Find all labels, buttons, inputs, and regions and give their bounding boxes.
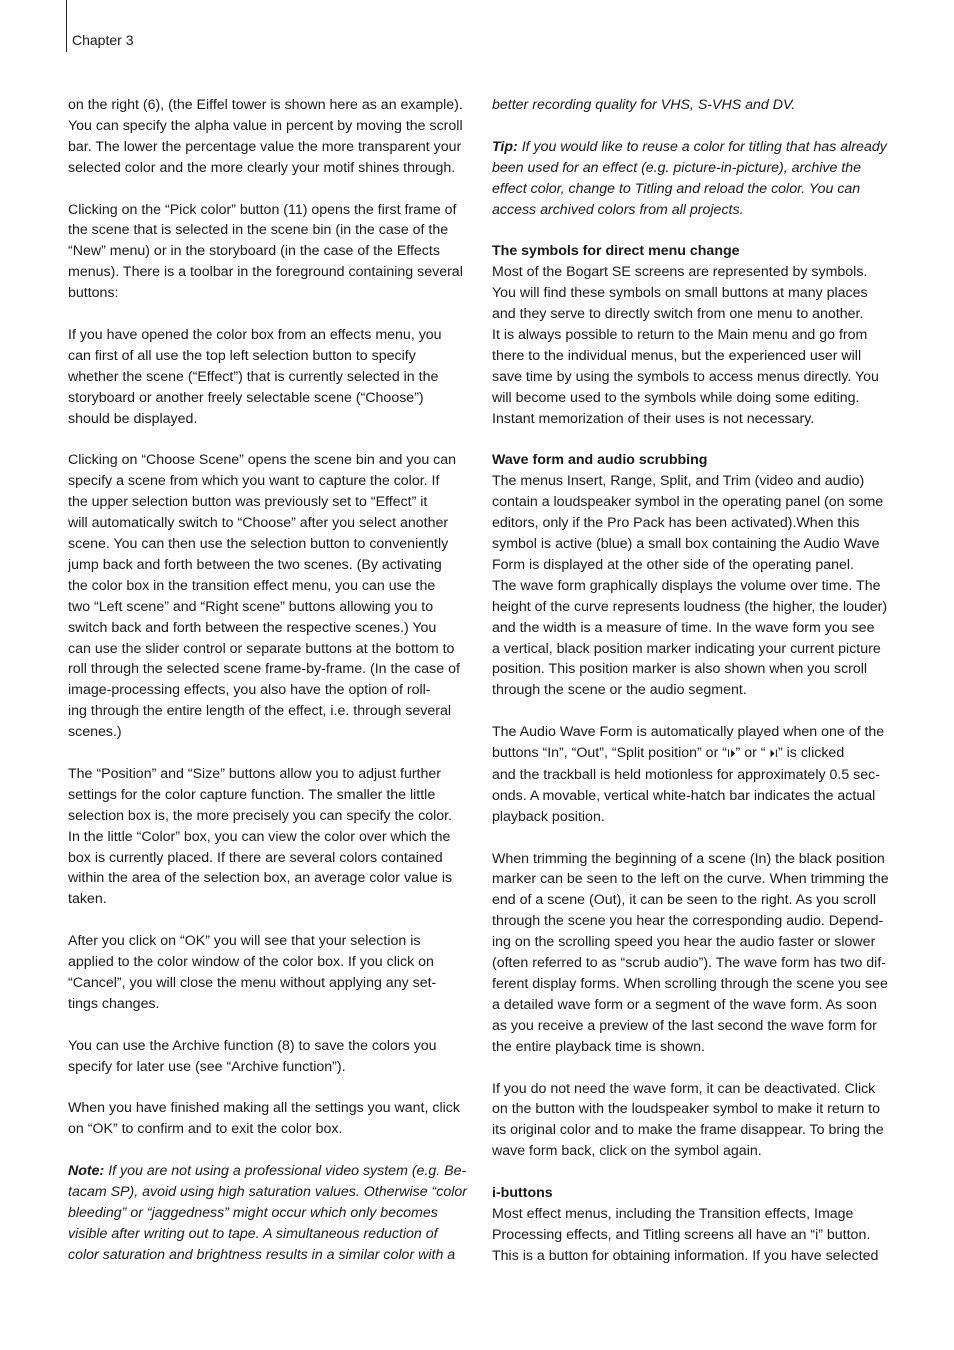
text-line: [492, 743, 902, 765]
paragraph-archive: [68, 1036, 476, 1078]
text-line: jump back and forth between the two scenes. (By activating: [68, 556, 442, 573]
text-line: specify a scene from which you want to capture the color. If: [68, 473, 440, 490]
text-line: can use the slider control or separate buttons at the bottom to: [68, 640, 455, 657]
step-forward-icon: I⏵: [726, 748, 736, 761]
text-fragment: ” is clicked: [777, 745, 845, 762]
wave-heading: Wave form and audio scrubbing: [492, 452, 708, 469]
text-line: can first of all use the top left selection button to specify: [68, 347, 416, 364]
text-line: there to the individual menus, but the experienced user will: [492, 347, 862, 364]
text-line: on “OK” to confirm and to exit the color box.: [68, 1121, 343, 1138]
text-line: You will find these symbols on small buttons at many places: [492, 285, 868, 302]
text-line: box is currently placed. If there are several colors contained: [68, 849, 443, 866]
page-header: [0, 30, 140, 50]
tip-label: Tip:: [492, 138, 518, 155]
note-label: Note:: [68, 1163, 105, 1180]
text-line: editors, only if the Pro Pack has been activated).When this: [492, 515, 860, 532]
text-line: end of a scene (Out), it can be seen to the right. As you scroll: [492, 892, 877, 909]
text-line: contain a loudspeaker symbol in the operating panel (on some: [492, 494, 884, 511]
text-line: through the scene you hear the corresponding audio. Depend-: [492, 913, 884, 930]
text-line: the entire playback time is shown.: [492, 1038, 705, 1055]
ibuttons-heading: i-buttons: [492, 1185, 553, 1202]
text-line: wave form back, click on the symbol again.: [492, 1143, 762, 1160]
text-line: When you have finished making all the settings you want, click: [68, 1100, 460, 1117]
chapter-label: Chapter 3: [72, 32, 134, 48]
paragraph-position-size: [68, 764, 476, 910]
text-fragment: buttons “In”, “Out”, “Split position” or “: [492, 745, 727, 762]
text-line: “New” menu) or in the storyboard (in the case of the Effects: [68, 243, 440, 260]
section-symbols: [492, 241, 902, 429]
text-line: selected color and the more clearly your motif shines through.: [68, 159, 456, 176]
paragraph-effects-menu: [68, 325, 476, 430]
step-end-icon: ⏵I: [769, 748, 778, 761]
paragraph-choose-scene: [68, 450, 476, 743]
text-line: Processing effects, and Titling screens all have an “i” button.: [492, 1226, 871, 1243]
text-line: selection box is, the more precisely you can specify the color.: [68, 807, 453, 824]
section-wave-form: [492, 450, 902, 701]
text-line: [68, 1161, 476, 1182]
text-line: applied to the color window of the color box. If you click on: [68, 954, 434, 971]
text-line: whether the scene (“Effect”) that is currently selected in the: [68, 368, 439, 385]
text-line: will automatically switch to “Choose” after you select another: [68, 515, 449, 532]
text-line: After you click on “OK” you will see that your selection is: [68, 933, 421, 950]
text-line: The menus Insert, Range, Split, and Trim (video and audio): [492, 473, 865, 490]
text-fragment: ” or “: [735, 745, 770, 762]
text-line: as you receive a preview of the last second the wave form for: [492, 1017, 877, 1034]
text-line: storyboard or another freely selectable scene (“Choose”): [68, 389, 424, 406]
text-line: two “Left scene” and “Right scene” buttons allowing you to: [68, 598, 434, 615]
left-column: [68, 95, 476, 1266]
text-line: access archived colors from all projects.: [492, 201, 744, 218]
text-line: should be displayed.: [68, 410, 198, 427]
text-line: through the scene or the audio segment.: [492, 682, 747, 699]
text-line: You can specify the alpha value in percent by moving the scroll: [68, 117, 463, 134]
text-line: Most effect menus, including the Transition effects, Image: [492, 1205, 854, 1222]
text-line: scene. You can then use the selection button to conveniently: [68, 535, 449, 552]
text-line: Clicking on “Choose Scene” opens the scene bin and you can: [68, 452, 457, 469]
text-line: Clicking on the “Pick color” button (11) opens the first frame of: [68, 201, 457, 218]
text-line: The wave form graphically displays the volume over time. The: [492, 577, 881, 594]
text-line: playback position.: [492, 808, 605, 825]
text-line: image-processing effects, you also have the option of roll-: [68, 682, 431, 699]
text-line: [492, 137, 902, 158]
text-line: (often referred to as “scrub audio”). The wave form has two dif-: [492, 955, 887, 972]
section-i-buttons: [492, 1183, 902, 1267]
text-line: ing on the scrolling speed you hear the audio faster or slower: [492, 934, 876, 951]
text-line: on the button with the loudspeaker symbol to make it return to: [492, 1101, 881, 1118]
paragraph-alpha: [68, 95, 476, 179]
text-line: scenes.): [68, 724, 122, 741]
text-line: onds. A movable, vertical white-hatch bar indicates the actual: [492, 787, 876, 804]
text-line: It is always possible to return to the Main menu and go from: [492, 326, 868, 343]
text-line: In the little “Color” box, you can view the color over which the: [68, 828, 451, 845]
text-line: visible after writing out to tape. A simultaneous reduction of: [68, 1225, 438, 1242]
text-line: and the trackball is held motionless for approximately 0.5 sec-: [492, 766, 880, 783]
tip-paragraph: [492, 137, 902, 221]
text-line: bleeding” or “jaggedness” might occur which only becomes: [68, 1204, 438, 1221]
text-line: and they serve to directly switch from one menu to another.: [492, 306, 864, 323]
paragraph-audio-playback: [492, 722, 902, 828]
text-line: You can use the Archive function (8) to save the colors you: [68, 1037, 437, 1054]
text-line: its original color and to make the frame disappear. To bring the: [492, 1122, 884, 1139]
text-line: menus). There is a toolbar in the foreground containing several: [68, 264, 463, 281]
text-line: symbol is active (blue) a small box containing the Audio Wave: [492, 535, 880, 552]
text-line: Instant memorization of their uses is not necessary.: [492, 410, 815, 427]
text-line: tings changes.: [68, 995, 160, 1012]
text-line: been used for an effect (e.g. picture-in-picture), archive the: [492, 159, 862, 176]
text-line: within the area of the selection box, an average color value is: [68, 870, 453, 887]
note-continuation: [492, 95, 902, 116]
symbols-heading: The symbols for direct menu change: [492, 243, 740, 260]
paragraph-deactivate: [492, 1079, 902, 1163]
text-line: If you have opened the color box from an effects menu, you: [68, 326, 442, 343]
text-line: position. This position marker is also shown when you scroll: [492, 661, 868, 678]
text-line: This is a button for obtaining information. If you have selected: [492, 1247, 879, 1264]
text-line: save time by using the symbols to access menus directly. You: [492, 368, 879, 385]
note-paragraph: [68, 1161, 476, 1266]
paragraph-ok-cancel: [68, 931, 476, 1015]
text-line: switch back and forth between the respective scenes.) You: [68, 619, 437, 636]
text-line: better recording quality for VHS, S-VHS and DV.: [492, 97, 796, 113]
text-line: ing through the entire length of the effect, i.e. through several: [68, 703, 452, 720]
text-line: the scene that is selected in the scene bin (in the case of the: [68, 222, 449, 239]
paragraph-finish: [68, 1098, 476, 1140]
text-line: marker can be seen to the left on the curve. When trimming the: [492, 871, 889, 888]
text-line: When trimming the beginning of a scene (In) the black position: [492, 850, 885, 867]
text-line: a vertical, black position marker indicating your current picture: [492, 640, 881, 657]
text-line: tacam SP), avoid using high saturation values. Otherwise “color: [68, 1184, 468, 1200]
text-line: bar. The lower the percentage value the more transparent your: [68, 138, 462, 155]
text-line: on the right (6), (the Eiffel tower is shown here as an example).: [68, 97, 463, 113]
text-line: Most of the Bogart SE screens are represented by symbols.: [492, 264, 868, 281]
note-text: If you are not using a professional video system (e.g. Be-: [104, 1163, 467, 1180]
paragraph-pick-color: [68, 200, 476, 305]
text-line: taken.: [68, 891, 107, 908]
text-line: The “Position” and “Size” buttons allow you to adjust further: [68, 765, 442, 782]
text-line: effect color, change to Titling and reload the color. You can: [492, 180, 861, 197]
text-line: If you do not need the wave form, it can be deactivated. Click: [492, 1080, 876, 1097]
text-line: a detailed wave form or a segment of the wave form. As soon: [492, 996, 877, 1013]
paragraph-trimming: [492, 849, 902, 1058]
text-line: Form is displayed at the other side of the operating panel.: [492, 556, 854, 573]
text-line: roll through the selected scene frame-by-frame. (In the case of: [68, 661, 460, 678]
text-line: specify for later use (see “Archive function”).: [68, 1058, 346, 1075]
text-line: height of the curve represents loudness (the higher, the louder): [492, 598, 888, 615]
text-line: color saturation and brightness results in a similar color with a: [68, 1246, 456, 1263]
text-line: The Audio Wave Form is automatically played when one of the: [492, 724, 885, 741]
text-line: will become used to the symbols while doing some editing.: [492, 389, 860, 406]
right-column: [492, 95, 902, 1267]
text-line: and the width is a measure of time. In the wave form you see: [492, 619, 875, 636]
text-line: settings for the color capture function. The smaller the little: [68, 786, 436, 803]
text-line: the color box in the transition effect menu, you can use the: [68, 577, 436, 594]
text-line: buttons:: [68, 285, 119, 302]
tip-text: If you would like to reuse a color for titling that has already: [517, 138, 887, 155]
text-line: ferent display forms. When scrolling through the scene you see: [492, 975, 888, 992]
text-line: the upper selection button was previously set to “Effect” it: [68, 494, 428, 511]
text-line: “Cancel”, you will close the menu without applying any set-: [68, 974, 437, 991]
